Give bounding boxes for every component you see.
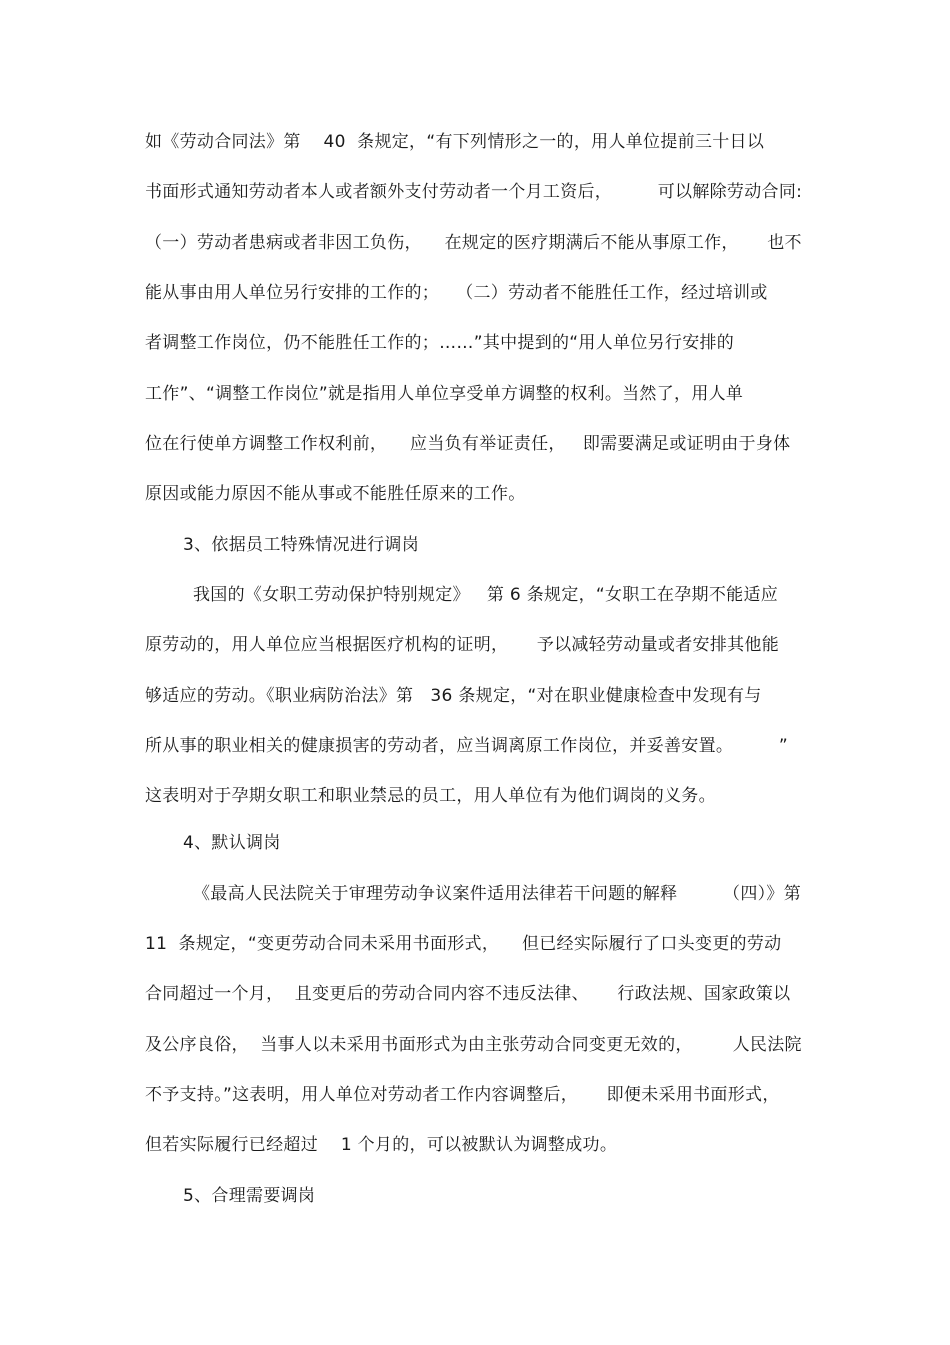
section-heading: 4、默认调岗 xyxy=(183,833,281,853)
paragraph-line: 如《劳动合同法》第 40 条规定，“有下列情形之一的，用人单位提前三十日以 xyxy=(145,132,765,152)
section-heading: 5、合理需要调岗 xyxy=(183,1186,316,1206)
paragraph-line: 者调整工作岗位，仍不能胜任工作的；……”其中提到的“用人单位另行安排的 xyxy=(145,333,735,353)
paragraph-line: 原因或能力原因不能从事或不能胜任原来的工作。 xyxy=(145,484,526,504)
section-heading: 3、依据员工特殊情况进行调岗 xyxy=(183,535,420,555)
paragraph-line: 这表明对于孕期女职工和职业禁忌的员工，用人单位有为他们调岗的义务。 xyxy=(145,786,716,806)
paragraph-line: 位在行使单方调整工作权利前， 应当负有举证责任， 即需要满足或证明由于身体 xyxy=(145,434,791,454)
paragraph-line: 工作”、“调整工作岗位”就是指用人单位享受单方调整的权利。当然了，用人单 xyxy=(145,384,744,404)
paragraph-line: （一）劳动者患病或者非因工负伤， 在规定的医疗期满后不能从事原工作， 也不 xyxy=(145,233,802,253)
paragraph-line: 不予支持。”这表明，用人单位对劳动者工作内容调整后， 即便未采用书面形式， xyxy=(145,1085,780,1105)
paragraph-line: 所从事的职业相关的健康损害的劳动者，应当调离原工作岗位，并妥善安置。 ” xyxy=(145,736,788,756)
paragraph-line: 书面形式通知劳动者本人或者额外支付劳动者一个月工资后， 可以解除劳动合同: xyxy=(145,182,803,202)
paragraph-line: 但若实际履行已经超过 1 个月的，可以被默认为调整成功。 xyxy=(145,1135,618,1155)
paragraph-line: 11 条规定，“变更劳动合同未采用书面形式， 但已经实际履行了口头变更的劳动 xyxy=(145,934,782,954)
paragraph-line: 能从事由用人单位另行安排的工作的； （二）劳动者不能胜任工作，经过培训或 xyxy=(145,283,768,303)
paragraph-line: 够适应的劳动。《职业病防治法》第 36 条规定，“对在职业健康检查中发现有与 xyxy=(145,686,762,706)
paragraph-line: 《最高人民法院关于审理劳动争议案件适用法律若干问题的解释 （四）》第 xyxy=(193,884,802,904)
paragraph-line: 合同超过一个月， 且变更后的劳动合同内容不违反法律、 行政法规、国家政策以 xyxy=(145,984,791,1004)
paragraph-line: 我国的《女职工劳动保护特别规定》 第 6 条规定，“女职工在孕期不能适应 xyxy=(193,585,779,605)
paragraph-line: 原劳动的，用人单位应当根据医疗机构的证明， 予以减轻劳动量或者安排其他能 xyxy=(145,635,780,655)
paragraph-line: 及公序良俗， 当事人以未采用书面形式为由主张劳动合同变更无效的， 人民法院 xyxy=(145,1035,802,1055)
